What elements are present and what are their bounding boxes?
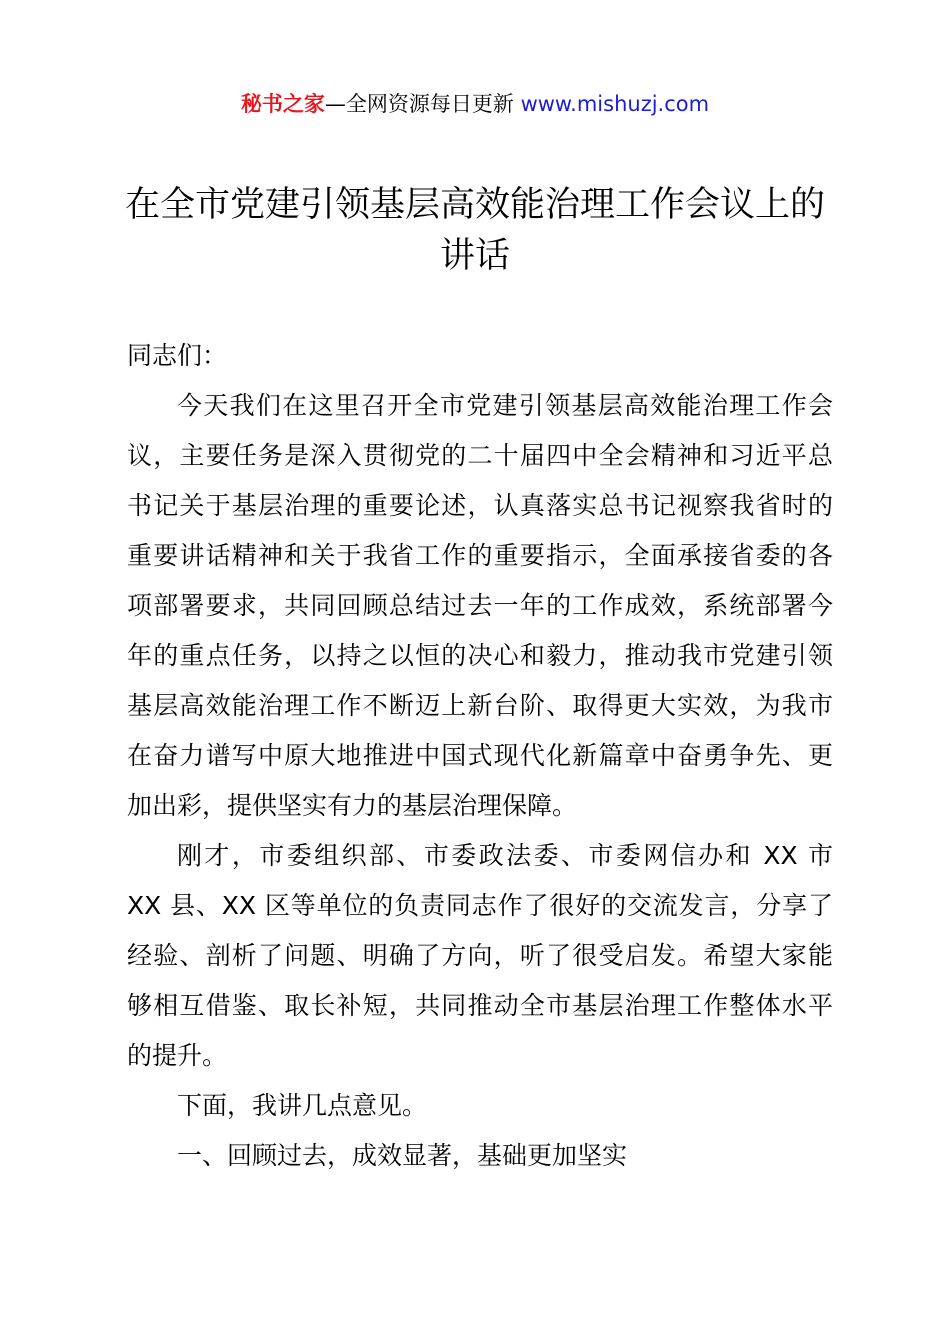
paragraph-line: 加出彩，提供坚实有力的基层治理保障。 [127, 791, 578, 820]
paragraph-3: 下面，我讲几点意见。 [177, 1091, 428, 1120]
paragraph-line: 项部署要求，共同回顾总结过去一年的工作成效，系统部署今 [127, 591, 833, 620]
title-line-1: 在全市党建引领基层高效能治理工作会议上的 [124, 185, 825, 225]
paragraph-line: 重要讲话精神和关于我省工作的重要指示，全面承接省委的各 [127, 541, 833, 570]
salutation: 同志们： [127, 341, 228, 370]
paragraph-line: 经验、剖析了问题、明确了方向，听了很受启发。希望大家能 [127, 941, 833, 970]
paragraph-line: 今天我们在这里召开全市党建引领基层高效能治理工作会 [177, 391, 833, 420]
paragraph-line: 年的重点任务，以持之以恒的决心和毅力，推动我市党建引领 [127, 641, 833, 670]
site-header [0, 88, 950, 120]
document-title [100, 180, 850, 282]
paragraph-line: 的提升。 [127, 1041, 228, 1070]
paragraph-line: 够相互借鉴、取长补短，共同推动全市基层治理工作整体水平 [127, 991, 833, 1020]
site-brand: 秘书之家 [240, 92, 325, 116]
paragraph-line: XX 县、XX 区等单位的负责同志作了很好的交流发言，分享了 [127, 891, 833, 920]
site-url-link[interactable]: www.mishuzj.com [520, 92, 710, 116]
section-heading-1: 一、回顾过去，成效显著，基础更加坚实 [177, 1141, 628, 1170]
title-line-2: 讲话 [439, 236, 510, 276]
paragraph-line: 在奋力谱写中原大地推进中国式现代化新篇章中奋勇争先、更 [127, 741, 833, 770]
paragraph-1 [127, 381, 833, 831]
paragraph-2 [127, 831, 833, 1081]
paragraph-line: 基层高效能治理工作不断迈上新台阶、取得更大实效，为我市 [127, 691, 833, 720]
paragraph-line: 书记关于基层治理的重要论述，认真落实总书记视察我省时的 [127, 491, 833, 520]
document-body [127, 331, 833, 1181]
site-tagline: —全网资源每日更新 [324, 92, 514, 116]
paragraph-line: 议，主要任务是深入贯彻党的二十届四中全会精神和习近平总 [127, 441, 833, 470]
paragraph-line: 刚才，市委组织部、市委政法委、市委网信办和 XX 市 [177, 841, 833, 870]
